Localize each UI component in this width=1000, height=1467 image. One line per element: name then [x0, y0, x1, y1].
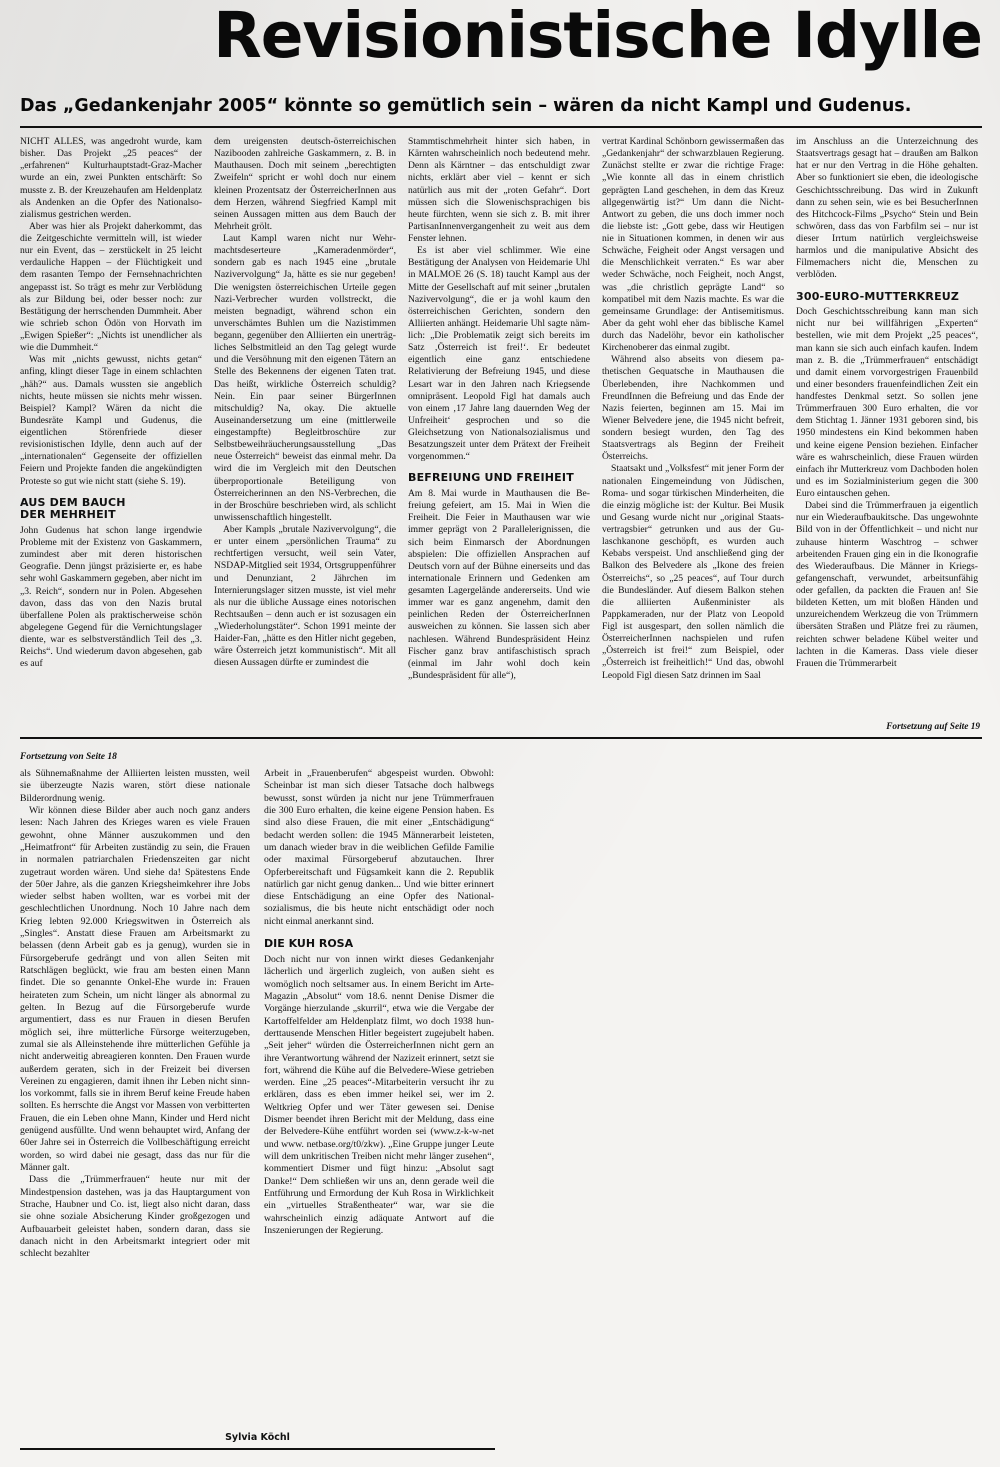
- paragraph: Aber was hier als Projekt daherkommt, das die Zeitgeschichte vermitteln will, ist wieder nur ein Event, das – zerstückelt in 25 leicht verdauliche Happen – der Flüchtigkeit und dem rasanten Tempo der Fernsehnachrichten angepasst ist. So trägt es mehr zur Verblödung als zur Bildung bei, oder besser noch: zur Bestätigung der herrschenden Dummheit. Aber wie schrieb schon Ödön von Horvath im „Ewigen Spießer“: „Nichts ist unendlicher als wie die Dummheit.“: [20, 220, 202, 354]
- divider-top: [20, 126, 982, 128]
- paragraph: Was mit „nichts gewusst, nichts getan“ anfing, klingt dieser Tage in einem schlachten „häh?“ aus. Damals wussten sie angeblich nichts, heute müssen sie nichts mehr wissen. Beispiel? Kampl? Wären da nicht die Bundesräte Kampl und Gudenus, die eigentlichen Störenfriede dieser revisionistischen Idylle, denn auch auf der „internationalen“ Gegenseite der offiziellen Feiern und Projekte fanden die angekündigten Proteste so gut wie nicht statt (siehe S. 19).: [20, 354, 202, 487]
- column-3: [408, 136, 590, 726]
- section-heading-befreiung: BEFREIUNG UND FREIHEIT: [408, 471, 574, 485]
- divider-middle: [20, 737, 982, 739]
- lower-article-columns: [20, 768, 495, 1428]
- paragraph: John Gudenus hat schon lange irgendwie Probleme mit der Existenz von Gaskammern, zumindest aber mit deren historischen Geografie. Denn jüngst präzisierte er, es habe sehr wohl Gaskammern gegeben, aber nicht im „3. Reich“, sondern nur in Polen. Abgesehen davon, dass das von den Nazis brutal überfallene Polen als praktischerweise schön abgelegene Gegend für die Vernichtungslager diente, war es selbstverständlich Teil des „3. Reichs“. Und wiederum davon abgesehen, gab es auf: [20, 524, 202, 670]
- paragraph: Doch nicht nur von innen wirkt dieses Gedankenjahr lächerlich und ärgerlich zugleich, von außen sieht es womöglich noch seltsamer aus. In einem Bericht im Arte-Magazin „Absolut“ vom 18.6. nennt Denise Dismer die Vorgänge hierzulande „skurril“, etwa wie die Vergabe der Kartoffelfelder am Heldenplatz filmt, wo doch 1938 hunderttausende Menschen Hitler begeistert zugejubelt haben. „Seit jeher“ würden die ÖsterreicherInnen nicht gern an ihre Verantwortung während der Nazizeit erinnert, setzt sie fort, während die Kühe auf die Belvedere-Wiese getrieben werden. Eine „25 peaces“-Mitarbeiterin versucht ihr zu erklären, dass es eben immer heikel sei, wer im 2. Weltkrieg Opfer und wer Täter gewesen sei. Denise Dismer beendet ihren Bericht mit der Meldung, dass eine der Belvedere-Kühe entführt worden sei (www.z-k-w-net und www. netbase.org/t0/zkw). „Eine Gruppe junger Leute will dem unkritischen Treiben nicht mehr länger zusehen“, kommentiert Dismer und fügt hinzu: „Absolut sagt Danke!“ Dem schließen wir uns an, denn gerade weil die Entführung und Ermordung der Kuh Rosa in Wirklichkeit ein „virtuelles Straßentheater“ war, war sie die wahrscheinlich einzig adäquate Antwort auf die Inszenierungen der Regierung.: [264, 954, 494, 1236]
- paragraph: Wir können diese Bilder aber auch noch ganz anders lesen: Nach Jahren des Krieges waren es viele Frauen gewohnt, ohne Männer auszukommen und den „Heimatfront“ für Arbeiten zuständig zu sein, die Frauen in normalen patriarchalen Friedenszeiten gar nicht zugetraut worden wären. Und siehe da! Spätestens Ende der 50er Jahre, als die ganzen Kriegsheimkehrer ihre Jobs wieder selbst haben wollten, war es vorbei mit der geschlechtlichen Unordnung. Noch 10 Jahre nach dem Krieg lebten 92.000 Kriegswitwen in Österreich als „Singles“. Anstatt diese Frauen am Arbeitsmarkt zu belassen (denn Arbeit gab es ja genug), wurden sie in Fürsorgeberufe gedrängt und von allen Seiten mit Ratschlägen beglückt, wie frau am besten einen Mann findet. Die so genannte Onkel-Ehe wurde in: Frauen heirateten zum Schein, um nicht länger als abnormal zu gelten. In Bezug auf die Fürsorgeberufe wurde argumentiert, dass es nur Frauen in diesen Berufen möglich sei, ihre mütterliche Fürsorge weiterzugeben, zumal sie als Alleinstehende ihre mütterlichen Gefühle ja nicht anderweitig abreagieren konnten. Den Frauen wurde außerdem geraten, sich in der Freizeit bei diversen Vereinen zu engagieren, damit ihnen ihr Leben nicht sinnlos vorkommt, falls sie in ihrem Beruf keine Freude haben sollten. Es herrschte die Angst vor Massen von verbitterten Frauen, die ein Leben ohne Mann, Kinder und Herd nicht genügend ausfüllte. Und wenn behauptet wird, Anfang der 60er Jahre sei in Österreich die Vollbeschäftigung erreicht worden, so wird dabei nie gesagt, dass das nur für die Männer galt.: [20, 804, 250, 1173]
- divider-bottom-left: [20, 1448, 495, 1450]
- heading-line-1: AUS DEM BAUCH: [20, 495, 126, 509]
- continuation-note-bottom: Fortsetzung von Seite 18: [20, 752, 117, 762]
- column-2: [214, 136, 396, 726]
- paragraph: dem ureigensten deutsch-österreichischen Nazibooden zahlreiche Gaskammern, z. B. in Mauthausen. Doch mit seinem „berechtigten Zweifeln“ spricht er wohl doch nur einem kleinen Prozentsatz der ÖsterreicherInnen aus dem Herzen, während Siegfried Kampl mit seinen Aussagen mitten aus dem Bauch der Mehrheit grölt.: [214, 136, 396, 232]
- paragraph: Es ist aber viel schlimmer. Wie eine Bestätigung der Analysen von Heidemarie Uhl in MALMOE 26 (S. 18) taucht Kampl aus der Mitte der Gesellschaft auf mit seiner „brutalen Nazivervolgung“, die er ja wohl kaum den österreichischen Gerichten, sondern den Alliierten anhängt. Heidemarie Uhl sagte nämlich: „Die Problematik zeigt sich bereits im Satz ‚Österreich ist frei!‘. Er bedeutet eigentlich eine ganz entschiedene Relativierung der Befreiung 1945, und diese Lesart war in den Jahren nach Kriegsende omnipräsent. Leopold Figl hat damals auch von einem ‚17 Jahre lang dauernden Weg der Unfreiheit‘ gesprochen und so die Gleichsetzung von Nationalsozialismus und Besatzungszeit unter dem Prätext der Freiheit vorgenommen.“: [408, 245, 590, 463]
- upper-article-columns: [20, 136, 982, 726]
- paragraph: Während also abseits von diesem pathetischen Gequatsche in Mauthausen die Überlebenden, ihre Nachkommen und FreundInnen die Befreiung und das Ende der Nazis feierten, beginnen am 15. Mai im Wiener Belvedere jene, die 1945 nicht befreit, sondern besiegt wurden, den Tag des Staatsvertrags als Beginn der Freiheit Österreichs.: [602, 354, 784, 463]
- paragraph: im Anschluss an die Unterzeichnung des Staatsvertrags gesagt hat – draußen am Balkon hat er nur den Vertrag in die Höhe gehalten. Aber so funktioniert sie eben, die ideologische Geschichtsschreibung. Das wird in Zukunft dann zu sehen sein, wie es bei BesucherInnen des Hitchcock-Films „Psycho“ Stein und Bein schwören, dass das von Farbfilm sei – nur ist dieser Irrtum natürlich vergleichsweise harmlos und die manipulative Absicht des Filmemachers nicht die, Menschen zu verblöden.: [796, 136, 978, 281]
- paragraph: Stammtischmehrheit hinter sich haben, in Kärnten wahrscheinlich noch bedeutend mehr. Denn als Kärntner – das entschuldigt zwar nichts, erklärt aber viel – kennt er sich natürlich aus mit der „roten Gefahr“. Dort müssen sich die Slowenischsprachigen bis heute fürchten, wenn sie sich z. B. mit ihrer PartisanInnenvergangenheit zu weit aus dem Fenster lehnen.: [408, 136, 590, 244]
- column-5: [796, 136, 978, 726]
- column-4: [602, 136, 784, 726]
- paragraph: NICHT ALLES, was angedroht wurde, kam bisher. Das Projekt „25 peaces“ der „erfahrenen“ Kulturhauptstadt-Graz-Macher wurde an ein, zwei Punkten entschärft: So musste z. B. der Kreuzehaufen am Heldenplatz als Andenken an die Opfer des Nationalsozialismus gestrichen werden.: [20, 136, 202, 220]
- section-heading-aus-dem-bauch: [20, 497, 202, 522]
- paragraph: Arbeit in „Frauenberufen“ abgespeist wurden. Obwohl: Scheinbar ist man sich dieser Tatsache doch halbwegs bewusst, sonst würden ja nicht nur jene Trümmerfrauen die 300 Euro erhalten, die keine eigene Pension haben. Es sind also diese Frauen, die mit einer „Entschädigung“ bedacht werden sollen: die 1945 Männerarbeit leisteten, um danach wieder brav in die weiblichen Gefilde Familie oder maximal Fürsorgeberuf abzutauchen. Ihrer Opferbereitschaft und Fügsamkeit kann die 2. Republik natürlich gar nicht genug danken... Und wie bitter erinnert diese Entschädigung an eine Opfer des Nationalsozialismus, die bis heute nicht entschädigt oder noch nicht einmal anerkannt sind.: [264, 768, 494, 927]
- paragraph: vertrat Kardinal Schönborn gewissermaßen das „Gedankenjahr“ der schwarzblauen Regierung. Zunächst stellte er zwar die richtige Frage: „Wie konnte all das in einem christlich geprägten Land geschehen, in dem das Kreuz allgegenwärtig ist?“ Um dann die Nicht-Antwort zu geben, die uns doch immer noch die liebste ist: „Gott gebe, dass wir Heutigen nie in Situationen kommen, in denen wir aus Schwäche, Feigheit oder Angst versagen und die Menschlichkeit verraten.“ Es war aber weder Schwäche, noch Feigheit, noch Angst, was „die christlich geprägte Land“ so kompatibel mit dem Nazis machte. Es war die gemeinsame Grundlage: der Antisemitismus. Aber da geht wohl eher das biblische Kamel durch das Nadelöhr, bevor ein katholischer Kirchenoberer das einmal zugibt.: [602, 136, 784, 354]
- page-title: Revisionistische Idylle: [213, 0, 982, 72]
- section-heading-kuh-rosa: DIE KUH ROSA: [264, 937, 354, 951]
- page-subtitle: Das „Gedankenjahr 2005“ könnte so gemütlich sein – wären da nicht Kampl und Gudenus.: [20, 96, 912, 116]
- paragraph: Staatsakt und „Volksfest“ mit jener Form der nationalen Eingemeindung von Jüdischen, Roma- und sogar türkischen Minderheiten, die die einzig mögliche ist: der Kultur. Bei Musik und Gesang wurde nicht nur „original Staatsvertragsbier“ getrunken und aus der Gulaschkanone geschöpft, es wurden auch Kebabs verspeist. Und anschließend ging der Balkon des Belvedere als „Ikone des freien Österreichs“, so „25 peaces“, auf Tour durch die Bundesländer. Auf diesem Balkon stehen die alliierten Außenminister als Pappkameraden, nur der Platz von Leopold Figl ist ausgespart, den sollen nämlich die ÖsterreicherInnen nachspielen und rufen „Österreich ist frei!“ zum Beispiel, oder „Österreich ist freiheitlich!“ Und das, obwohl Leopold Figl diesen Satz drinnen im Saal: [602, 463, 784, 681]
- paragraph: Dass die „Trümmerfrauen“ heute nur mit der Mindestpension dastehen, was ja das Hauptargument von Strache, Haubner und Co. ist, liegt also nicht daran, dass sie ohne soziale Absicherung Kinder großgezogen und Aufbauarbeit geleistet haben, sondern daran, dass sie danach nicht in den Arbeitsmarkt integriert oder mit schlecht bezahlter: [20, 1174, 250, 1260]
- paragraph: Laut Kampl waren nicht nur Wehrmachtsdeserteure „Kameradenmörder“, sondern gab es nach 1945 eine „brutale Nazivervolgung“ Ja, hätte es sie nur gegeben! Die wenigsten österreichischen Urteile gegen Nazi-Verbrecher wurden vollstreckt, die meisten begnadigt, während schon ein unverschämtes Buhlen um die Nazistimmen begann, gegenüber den Alliierten ein unerträgliches Selbstmitleid an den Tag gelegt wurde und die Versöhnung mit den eigenen Tätern an Stelle des Bekennens der eigenen Taten trat. Das heißt, wirkliche Österreich schuldig? Nein. Ein paar seiner BürgerInnen mitschuldig? Na, okay. Die aktuelle Auseinandersetzung um eine (mittlerweile eingestampfte) Begleitbroschüre zur Selbstbeweihräucherungsausstellung „Das neue Österreich“ beweist das einmal mehr. Da wird die im Vergleich mit den Deutschen überproportionale Beteiligung von Österreicherinnen an den NS-Verbrechen, die in der Broschüre beschrieben wird, als schlicht unwissenschaftlich hingestellt.: [214, 233, 396, 523]
- paragraph: Dabei sind die Trümmerfrauen ja eigentlich nur ein Wiederaufbaukitsche. Das ungewohnte Bild von in der Öffentlichkeit – und nicht nur zuhause hinterm Waschtrog – schwer arbeitenden Frauen ging ein in die Ikonografie des Wiederaufbaus. Die Männer in Kriegsgefangenschaft, verwundet, arbeitsunfähig oder gefallen, da packten die Frauen an! Sie bildeten Ketten, um mit bloßen Händen und unzureichendem Werkzeug die von Trümmern übersäten Straßen und Plätze frei zu räumen, reichten schwer beladene Kübel weiter und lachten in die Kameras. Dass viele dieser Frauen die Trümmerarbeit: [796, 500, 978, 669]
- heading-line-2: DER MEHRHEIT: [20, 508, 116, 522]
- section-heading-mutterkreuz: 300-EURO-MUTTERKREUZ: [796, 289, 960, 303]
- column-lower-right: [264, 768, 494, 1428]
- paragraph: Am 8. Mai wurde in Mauthausen die Befreiung gefeiert, am 15. Mai in Wien die Freiheit. Die Feier in Mauthausen war wie immer geprägt von 2 Parallelerignissen, die sich beim Einmarsch der Abordnungen abspielen: Die offiziellen Ansprachen auf Deutsch vorn auf der Bühne einerseits und das internationale Erinnern und Gedenken am gesamten Lagergelände andererseits. Und wie immer war es ganz angenehm, damit den peinlichen Reden der ÖsterreicherInnen ausweichen zu können. Sie lassen sich aber nachlesen. Während Bundespräsident Heinz Fischer ganz brav antifaschistisch sprach (einmal im Jahr wohl doch kein „Bundespräsident für alle“),: [408, 488, 590, 681]
- column-1: [20, 136, 202, 726]
- paragraph: Aber Kampls „brutale Nazivervolgung“, die er unter einem „persönlichen Trauma“ zu rechtfertigen versucht, weil sein Vater, NSDAP-Mitglied seit 1934, Ortsgruppenführer und Denunziant, 2 Jährchen im Internierungslager sitzen musste, ist viel mehr als nur die übliche Aussage eines notorischen Rechtsaußen – denn auch er ist sozusagen ein „Wiederholungstäter“. Schon 1991 meinte der Haider-Fan, „hätte es den Hitler nicht gegeben, wäre Österreich jetzt kommunistisch“. Mit all diesen Aussagen dürfte er zumindest die: [214, 524, 396, 669]
- column-lower-left: [20, 768, 250, 1428]
- paragraph: Doch Geschichtsschreibung kann man sich nicht nur bei willfährigen „Experten“ bestellen, wie mit dem Projekt „25 peaces“, man kann sie sich auch einfach kaufen. Indem man z. B. die „Trümmerfrauen“ entschädigt und damit einem vorvorgestrigen Frauenbild und einer besonders frauenfeindlichen Zeit ein handfestes Denkmal setzt. So sollen jene Trümmerfrauen 300 Euro erhalten, die vor dem Stichtag 1. Jänner 1931 geboren sind, bis 1950 mindestens ein Kind bekommen haben und keine eigene Pension beziehen. Einfacher wäre es wahrscheinlich, diese Frauen würden einfach ihr Mutterkreuz vom Dachboden holen und es im Sozialministerium gegen die 300 Euro eintauschen gehen.: [796, 306, 978, 500]
- paragraph: als Sühnemaßnahme der Alliierten leisten mussten, weil sie überzeugte Nazis waren, stört diese nationale Bilderordnung wenig.: [20, 768, 250, 804]
- byline: Sylvia Köchl: [225, 1432, 290, 1443]
- continuation-note-top: Fortsetzung auf Seite 19: [886, 722, 980, 732]
